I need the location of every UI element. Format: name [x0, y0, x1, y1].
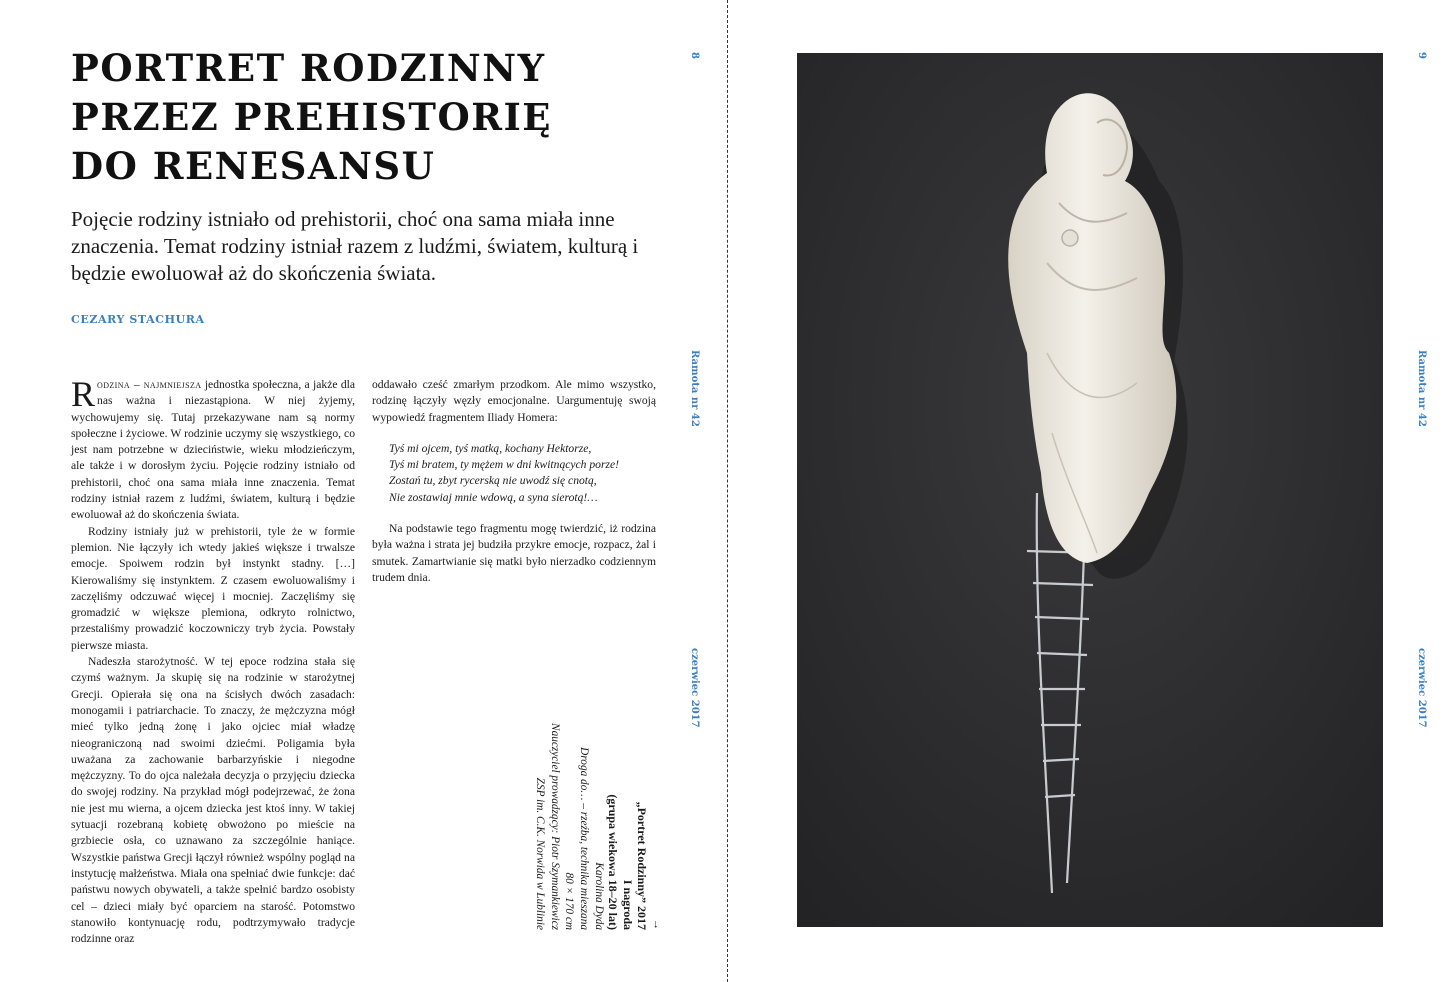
- title-line: PRZEZ PREHISTORIĘ: [71, 95, 552, 139]
- artwork-title: Droga do… – rzeźba, technika mieszana: [578, 747, 591, 930]
- poem-line: Nie zostawiaj mnie wdową, a syna sierotą!…: [389, 490, 598, 504]
- left-page: PORTRET RODZINNY PRZEZ PREHISTORIĘ DO RENESANSU Pojęcie rodziny istniało od prehistorii, choć ona sama miała inne znaczenia. Temat rodziny istniał razem z ludźmi, światem, kulturą i będzie ewoluował aż do skończenia świata. CEZARY STACHURA Rodzina – najmniejsza jednostka społeczna, a jakże dla nas ważna i niezastąpiona. W niej żyjemy, wychowujemy się. Tutaj przekazywane nam są normy społeczne i życiowe. W rodzinie uczymy się wszystkiego, co jest nam potrzebne w dzieciństwie, wieku młodzieńczym, ale także i w dorosłym życiu. Pojęcie rodziny istniało od prehistorii, choć ona sama miała inne znaczenia. Temat rodziny istniał razem z ludźmi, światem, kulturą i będzie ewoluował aż do skończenia świata. Rodziny istniały już w prehistorii, tyle że w formie plemion. Nie łączyły ich wtedy jakieś większe i trwalsze emocje. Spoiwem rodzin był instynkt stadny. […] Kierowaliśmy się instynktem. Z czasem ewoluowaliśmy i zaczęliśmy odczuwać więcej i mocniej. Zaczęliśmy się gromadzić w większe plemiona, odkryto rolnictwo, przestaliśmy prowadzić koczowniczy tryb życia. Powstały pierwsze miasta. Nadeszła starożytność. W tej epoce rodzina stała się czymś ważnym. Ja skupię się na rodzinie w starożytnej Grecji. Opierała się ona na ścisłych dwóch zasadach: monogamii i patriarchacie. To znaczy, że mężczyzna mógł mieć tylko jedną żonę i jako ojciec miał władzę nieograniczoną nad swoimi dziećmi. Poligamia była uważana za zachowanie barbarzyńskie i niegodne mężczyzny. To do ojca należała decyzja o przyjęciu dziecka do swojej rodziny. Na przykład mógł podejrzewać, że żona nie jest mu wierna, a ojcem dziecka jest ktoś inny. W takiej sytuacji rozebraną kobietę obwożono po mieście na grzbiecie osła, co uznawano za szczególnie haniące. Wszystkie państwa Grecji łączył również wspólny pogląd na instytucję małżeństwa. Miała ona spełniać dwie funkcje: dać państwu nowych obywateli, a także spełnić bardzo osobisty cel – dzieci miały być oparciem na starość. Potomstwo stanowiło kontynuację rodu, podtrzymywało tradycje rodzinne oraz oddawało cześć zmarłym przodkom. Ale mimo wszystko, rodzinę łączyły węzły emocjonalne. Uargumentuję swoją wypowiedź fragmentem Iliady Homera: Tyś mi ojcem, tyś matką, kochany Hektorze, Tyś mi bratem, ty mężem w dni kwitnących porze! Zostań tu, zbyt rycerską nie uwodź się cnotą, Nie zostawiaj mnie wdową, a syna sierotą!… Na podstawie tego fragmentu mogę twierdzić, iż rodzina była ważna i strata jej budziła przykre emocje, rozpacz, żal i smutek. Zamartwianie się matki było nierzadko codziennym trudem dnia. → „Portret Rodzinny” 2017 I nagroda (grupa wiekowa 18–20 lat) Karolina Dyda Droga do… – rzeźba, technika mieszana 80 × 170 cm Nauczyciel prowadzący: Piotr Szymankiewicz ZSP im. C.K. Norwida w Lublinie 8 Ramota nr 42 czerwiec 2017: [0, 0, 727, 982]
- article-title: [71, 44, 591, 191]
- age-group: (grupa wiekowa 18–20 lat): [606, 794, 621, 930]
- poem-line: Tyś mi bratem, ty mężem w dni kwitnących porze!: [389, 458, 620, 472]
- article-lead: Pojęcie rodziny istniało od prehistorii, choć ona sama miała inne znaczenia. Temat rodziny istniał razem z ludźmi, światem, kulturą i będzie ewoluował aż do skończenia świata.: [71, 207, 639, 285]
- school: ZSP im. C.K. Norwida w Lublinie: [534, 777, 547, 930]
- paragraph: Rodziny istniały już w prehistorii, tyle że w formie plemion. Nie łączyły ich wtedy jakieś większe i trwalsze emocje. Spoiwem rodzin był instynkt stadny. […] Kierowaliśmy się instynktem. Z czasem ewoluowaliśmy i zaczęliśmy odczuwać więcej i mocniej. Zaczęliśmy się gromadzić w większe plemiona, odkryto rolnictwo, przestaliśmy prowadzić koczowniczy tryb życia. Powstały pierwsze miasta.: [71, 524, 355, 652]
- title-line: DO RENESANSU: [71, 144, 436, 188]
- award-prize: I nagroda: [620, 879, 635, 930]
- text-column-2: [372, 377, 656, 586]
- text-column-1: [71, 374, 356, 947]
- award-title: „Portret Rodzinny” 2017: [635, 801, 650, 930]
- arrow-right-icon: →: [651, 918, 663, 930]
- artist-name: Karolina Dyda: [592, 862, 605, 930]
- artwork-size: 80 × 170 cm: [563, 872, 576, 930]
- article-author: CEZARY STACHURA: [71, 313, 205, 326]
- teacher: Nauczyciel prowadzący: Piotr Szymankiewicz: [548, 723, 561, 930]
- artwork-caption: [524, 708, 664, 930]
- lead-in-smallcaps: odzina – najmniejsza: [97, 378, 202, 391]
- artwork-photo: [797, 53, 1383, 927]
- poem-line: Zostań tu, zbyt rycerską nie uwodź się cnotą,: [389, 474, 597, 488]
- drop-cap: R: [71, 374, 96, 414]
- paragraph: Na podstawie tego fragmentu mogę twierdzić, iż rodzina była ważna i strata jej budziła przykre emocje, rozpacz, żal i smutek. Zamartwianie się matki było nierzadko codziennym trudem dnia.: [372, 522, 656, 584]
- paragraph-text: jednostka społeczna, a jakże dla nas ważna i niezastąpiona. W niej żyjemy, wychowujemy się. Tutaj przekazywane nam są normy społeczne i życiowe. W rodzinie uczymy się wszystkiego, co jest nam potrzebne w dzieciństwie, wieku młodzieńczym, ale także i w dorosłym życiu. Pojęcie rodziny istniało od prehistorii, choć ona sama miała inne znaczenia. Temat rodziny istniał razem z ludźmi, światem, kulturą i będzie ewoluował aż do skończenia świata.: [71, 378, 356, 522]
- title-line: PORTRET RODZINNY: [71, 46, 546, 90]
- sculpture-image: [797, 53, 1383, 927]
- poem-line: Tyś mi ojcem, tyś matką, kochany Hektorze,: [389, 441, 592, 455]
- paragraph: [71, 374, 356, 524]
- paragraph: Nadeszła starożytność. W tej epoce rodzina stała się czymś ważnym. Ja skupię się na rodzinie w starożytnej Grecji. Opierała się ona na ścisłych dwóch zasadach: monogamii i patriarchacie. To znaczy, że mężczyzna mógł mieć tylko jedną żonę i jako ojciec miał władzę nieograniczoną nad swoimi dziećmi. Poligamia była uważana za zachowanie barbarzyńskie i niegodne mężczyzny. To do ojca należała decyzja o przyjęciu dziecka do swojej rodziny. Na przykład mógł podejrzewać, że żona nie jest mu wierna, a ojcem dziecka jest ktoś inny. W takiej sytuacji rozebraną kobietę obwożono po mieście na grzbiecie osła, co uznawano za szczególnie haniące. Wszystkie państwa Grecji łączył również wspólny pogląd na instytucję małżeństwa. Miała ona spełniać dwie funkcje: dać państwu nowych obywateli, a także spełnić bardzo osobisty cel – dzieci miały być oparciem na starość. Potomstwo stanowiło kontynuację rodu, podtrzymywało tradycje rodzinne oraz: [71, 655, 355, 946]
- paragraph: oddawało cześć zmarłym przodkom. Ale mimo wszystko, rodzinę łączyły węzły emocjonalne. Uargumentuję swoją wypowiedź fragmentem Iliady Homera:: [372, 378, 656, 424]
- poem-quote: [389, 441, 656, 506]
